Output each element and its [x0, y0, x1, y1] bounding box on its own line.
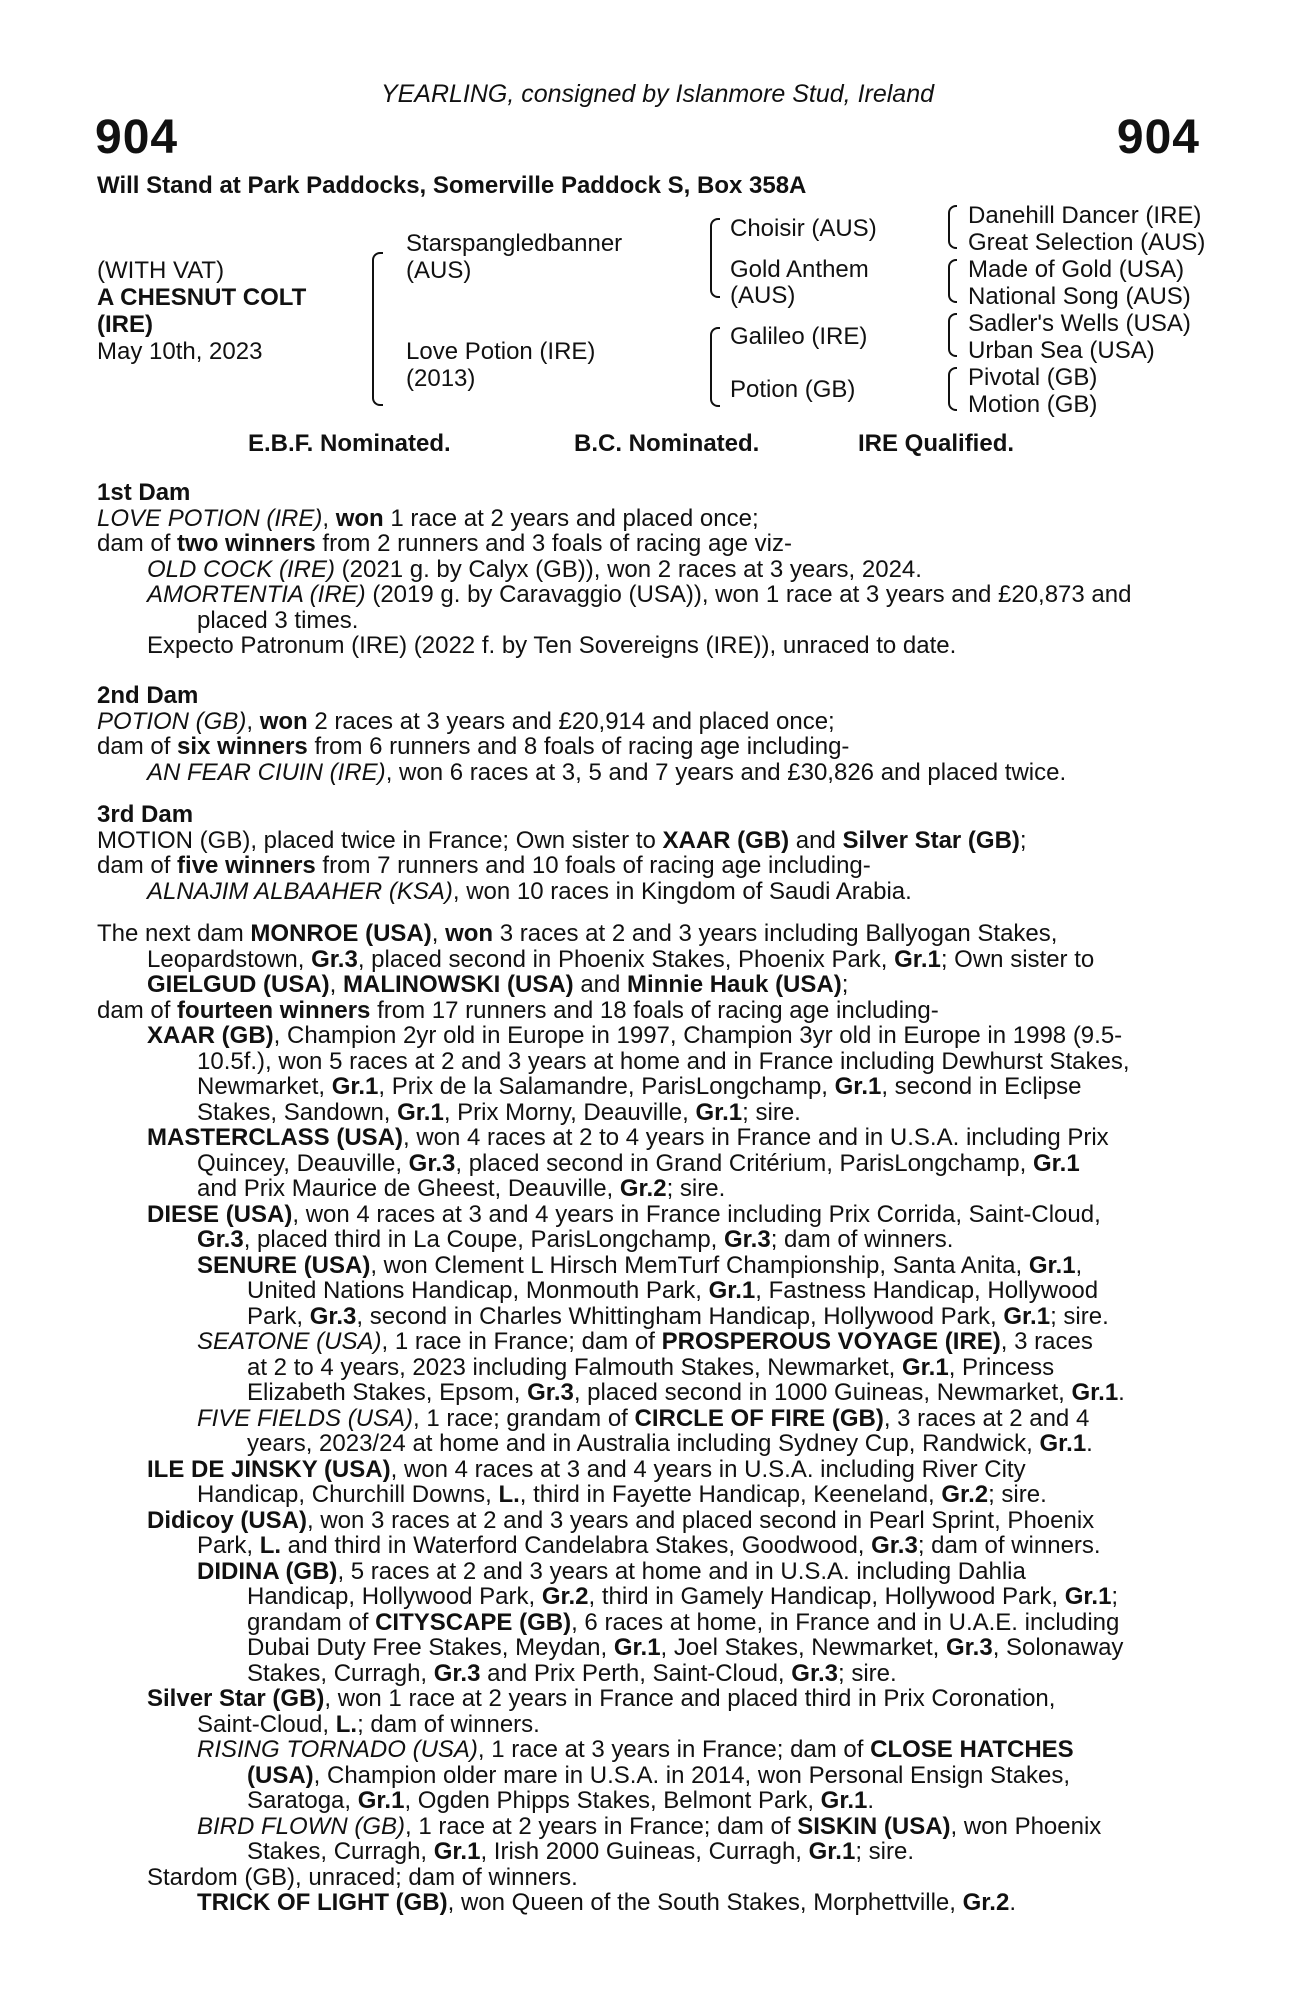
plain-text: ; dam of winners.: [357, 1710, 540, 1738]
section-heading: 2nd Dam: [97, 682, 199, 709]
third-dam-section: [97, 802, 1202, 904]
text-line: [97, 709, 1202, 735]
bold-text: Gr.3: [945, 1634, 993, 1661]
bold-text: CITYSCAPE (GB): [375, 1608, 572, 1636]
bold-text: won: [259, 707, 308, 735]
bold-text: Gr.1: [1028, 1251, 1076, 1279]
bold-text: Gr.1: [1071, 1379, 1119, 1406]
plain-text: ,: [322, 504, 336, 532]
sire-name: Starspangledbanner: [406, 230, 623, 257]
text-line: [97, 1355, 1202, 1381]
text-line: [97, 1788, 1202, 1814]
text-line: [97, 1457, 1202, 1483]
plain-text: , won 4 races at 3 and 4 years in U.S.A. including River City: [390, 1455, 1026, 1483]
plain-text: and: [573, 971, 628, 998]
bold-text: (USA): [247, 1761, 314, 1789]
plain-text: Park,: [197, 1532, 260, 1559]
text-line: [97, 1533, 1202, 1559]
text-line: [97, 921, 1202, 947]
italic-text: POTION (GB): [97, 707, 247, 735]
text-line: [97, 1661, 1202, 1687]
text-line: [97, 531, 1202, 557]
plain-text: Stakes, Curragh,: [247, 1838, 434, 1865]
text-line: [97, 1610, 1202, 1636]
text-line: [97, 1431, 1202, 1457]
plain-text: placed 3 times.: [197, 606, 359, 634]
pedigree-brace: [710, 327, 720, 407]
plain-text: , 1 race in France; dam of: [381, 1328, 662, 1355]
plain-text: ; sire.: [855, 1838, 915, 1865]
pedigree-brace: [948, 313, 957, 357]
pedigree-brace: [948, 367, 957, 411]
plain-text: , 1 race at 2 years in France; dam of: [405, 1812, 798, 1840]
bold-text: won: [335, 504, 384, 532]
italic-text: OLD COCK (IRE): [147, 555, 336, 583]
plain-text: Elizabeth Stakes, Epsom,: [247, 1379, 528, 1406]
bold-text: CLOSE HATCHES: [870, 1736, 1074, 1763]
text-line: [97, 506, 1202, 532]
text-line: [97, 1278, 1202, 1304]
plain-text: (2019 g. by Caravaggio (USA)), won 1 race at 3 years and £20,873 and: [365, 581, 1132, 608]
bold-text: Gr.1: [695, 1098, 743, 1126]
text-line: [97, 760, 1202, 786]
plain-text: ,: [329, 971, 344, 998]
bold-text: MALINOWSKI (USA): [343, 971, 574, 998]
text-line: [97, 1380, 1202, 1406]
plain-text: Stakes, Sandown,: [197, 1098, 398, 1126]
plain-text: years, 2023/24 at home and in Australia including Sydney Cup, Randwick,: [247, 1430, 1040, 1457]
lot-number-left: 904: [95, 111, 179, 164]
bc-nomination: B.C. Nominated.: [574, 430, 760, 457]
dam-year: (2013): [406, 365, 476, 392]
second-dam-section: [97, 683, 1202, 785]
plain-text: , won 4 races at 2 to 4 years in France and in U.S.A. including Prix: [403, 1124, 1109, 1151]
plain-text: Saint-Cloud,: [197, 1710, 336, 1738]
bold-text: Gr.1: [708, 1277, 756, 1304]
plain-text: from 2 runners and 3 foals of racing age viz-: [315, 530, 792, 557]
section-heading: 3rd Dam: [97, 801, 194, 828]
bold-text: DIESE (USA): [147, 1200, 293, 1228]
bold-text: Gr.1: [902, 1353, 949, 1381]
pedigree-brace: [948, 259, 957, 303]
plain-text: .: [1086, 1430, 1093, 1457]
plain-text: Handicap, Hollywood Park,: [247, 1583, 542, 1610]
plain-text: , won 6 races at 3, 5 and 7 years and £30,826 and placed twice.: [385, 758, 1067, 786]
bold-text: Gr.3: [527, 1379, 574, 1406]
section-body: [97, 828, 1202, 905]
plain-text: Stakes, Curragh,: [247, 1659, 434, 1687]
text-line: [97, 1508, 1202, 1534]
bold-text: ILE DE JINSKY (USA): [147, 1455, 391, 1483]
italic-text: SEATONE (USA): [197, 1328, 382, 1355]
text-line: [97, 1890, 1202, 1916]
bold-text: SENURE (USA): [197, 1251, 371, 1279]
plain-text: , Fastness Handicap, Hollywood: [755, 1277, 1099, 1304]
bold-text: Gr.1: [1064, 1583, 1112, 1610]
plain-text: , Prix Morny, Deauville,: [443, 1098, 696, 1126]
plain-text: ; dam of winners.: [770, 1226, 954, 1253]
plain-text: , Solonaway: [992, 1634, 1124, 1661]
sire-sire: Choisir (AUS): [730, 215, 877, 242]
plain-text: The next dam: [97, 920, 251, 947]
plain-text: ; sire.: [988, 1481, 1047, 1508]
plain-text: 2 races at 3 years and £20,914 and placed once;: [307, 707, 835, 735]
plain-text: , placed second in 1000 Guineas, Newmarket,: [573, 1379, 1072, 1406]
bold-text: Gr.2: [541, 1583, 589, 1610]
text-line: [97, 972, 1202, 998]
plain-text: , Joel Stakes, Newmarket,: [660, 1634, 946, 1661]
plain-text: Handicap, Churchill Downs,: [197, 1481, 499, 1508]
bold-text: Gr.1: [894, 945, 941, 973]
yearling-subtitle: YEARLING, consigned by Islanmore Stud, Ireland: [380, 80, 935, 108]
bold-text: Gr.3: [433, 1659, 481, 1687]
text-line: [97, 1049, 1202, 1075]
plain-text: , Irish 2000 Guineas, Curragh,: [480, 1838, 809, 1865]
plain-text: , won Clement L Hirsch MemTurf Championship, Santa Anita,: [370, 1251, 1029, 1279]
bold-text: Gr.1: [1003, 1302, 1051, 1330]
bold-text: XAAR (GB): [662, 826, 790, 854]
bold-text: L.: [498, 1481, 520, 1508]
italic-text: AMORTENTIA (IRE): [147, 581, 366, 608]
plain-text: , 3 races at 2 and 4: [883, 1404, 1090, 1432]
stand-location: Will Stand at Park Paddocks, Somerville Paddock S, Box 358A: [97, 172, 807, 199]
plain-text: , third in Fayette Handicap, Keeneland,: [519, 1481, 942, 1508]
plain-text: ;: [841, 971, 849, 998]
text-line: [97, 633, 1202, 659]
plain-text: , Princess: [948, 1353, 1055, 1381]
bold-text: won: [445, 920, 494, 947]
vat-note: (WITH VAT): [97, 257, 225, 284]
italic-text: RISING TORNADO (USA): [197, 1736, 478, 1763]
text-line: [97, 1227, 1202, 1253]
pedigree-brace: [948, 205, 957, 249]
ancestor-sds: Made of Gold (USA): [968, 256, 1185, 283]
plain-text: , second in Eclipse: [881, 1073, 1082, 1100]
plain-text: dam of: [97, 852, 178, 879]
plain-text: , Champion 2yr old in Europe in 1997, Champion 3yr old in Europe in 1998 (9.5-: [273, 1022, 1123, 1049]
ebf-nomination: E.B.F. Nominated.: [248, 430, 451, 457]
bold-text: Gr.3: [197, 1226, 244, 1253]
bold-text: Gr.1: [397, 1098, 444, 1126]
bold-text: Gr.3: [791, 1659, 838, 1687]
plain-text: United Nations Handicap, Monmouth Park,: [247, 1277, 709, 1304]
text-line: [97, 1125, 1202, 1151]
plain-text: , won Phoenix: [950, 1812, 1102, 1840]
plain-text: .: [1009, 1889, 1016, 1916]
bold-text: Didicoy (USA): [147, 1506, 308, 1534]
text-line: [97, 1686, 1202, 1712]
plain-text: ,: [246, 707, 260, 735]
text-line: [97, 1023, 1202, 1049]
text-line: [97, 1584, 1202, 1610]
text-line: [97, 557, 1202, 583]
bold-text: Gr.2: [962, 1889, 1010, 1916]
plain-text: , Ogden Phipps Stakes, Belmont Park,: [404, 1787, 821, 1814]
text-line: [97, 1151, 1202, 1177]
plain-text: dam of: [97, 733, 178, 760]
sire-dam-line2: (AUS): [730, 282, 796, 309]
plain-text: .: [867, 1787, 875, 1814]
lot-number-right: 904: [1116, 111, 1200, 164]
bold-text: Gr.1: [1032, 1149, 1080, 1177]
text-line: [97, 1176, 1202, 1202]
section-body: [97, 921, 1202, 1916]
text-line: [97, 582, 1202, 608]
bold-text: XAAR (GB): [147, 1022, 274, 1049]
plain-text: and Prix Perth, Saint-Cloud,: [480, 1659, 792, 1687]
bold-text: Gr.3: [309, 1302, 357, 1330]
pedigree-brace: [710, 218, 720, 298]
foaling-date: May 10th, 2023: [97, 338, 263, 365]
text-line: [97, 1712, 1202, 1738]
text-line: [97, 1763, 1202, 1789]
plain-text: ; Own sister to: [940, 945, 1095, 973]
plain-text: , won 10 races in Kingdom of Saudi Arabia.: [452, 877, 912, 905]
plain-text: 1 race at 2 years and placed once;: [383, 504, 759, 532]
italic-text: ALNAJIM ALBAAHER (KSA): [147, 877, 453, 905]
plain-text: ,: [1075, 1251, 1083, 1279]
plain-text: , won 1 race at 2 years in France and placed third in Prix Coronation,: [324, 1685, 1056, 1712]
lot-name-line1: A CHESNUT COLT: [97, 284, 307, 311]
text-line: [97, 1406, 1202, 1432]
bold-text: fourteen winners: [177, 996, 371, 1024]
text-line: [97, 947, 1202, 973]
text-line: [97, 1814, 1202, 1840]
plain-text: 10.5f.), won 5 races at 2 and 3 years at home and in France including Dewhurst Stakes,: [197, 1047, 1130, 1075]
plain-text: .: [1118, 1379, 1125, 1406]
bold-text: MASTERCLASS (USA): [147, 1124, 403, 1151]
bold-text: SISKIN (USA): [797, 1812, 951, 1840]
bold-text: Gr.2: [941, 1481, 989, 1508]
text-line: [97, 1482, 1202, 1508]
bold-text: Gr.1: [613, 1634, 661, 1661]
plain-text: from 7 runners and 10 foals of racing age including-: [315, 852, 871, 879]
lot-name-line2: (IRE): [97, 311, 153, 338]
text-line: [97, 608, 1202, 634]
bold-text: six winners: [177, 733, 308, 760]
dam-sire: Galileo (IRE): [730, 323, 868, 350]
bold-text: Gr.2: [619, 1175, 667, 1202]
italic-text: AN FEAR CIUIN (IRE): [147, 758, 386, 786]
dam-name: Love Potion (IRE): [406, 338, 596, 365]
bold-text: Minnie Hauk (USA): [627, 971, 842, 998]
bold-text: Gr.1: [820, 1787, 868, 1814]
plain-text: , 5 races at 2 and 3 years at home and in U.S.A. including Dahlia: [337, 1557, 1026, 1585]
plain-text: , won 3 races at 2 and 3 years and placed second in Pearl Sprint, Phoenix: [307, 1506, 1095, 1534]
sire-country: (AUS): [406, 257, 472, 284]
ancestor-sdd: National Song (AUS): [968, 283, 1191, 310]
plain-text: Expecto Patronum (IRE) (2022 f. by Ten Sovereigns (IRE)), unraced to date.: [147, 632, 957, 659]
sire-dam-line1: Gold Anthem: [730, 256, 869, 283]
plain-text: dam of: [97, 530, 178, 557]
ancestor-dsd: Urban Sea (USA): [968, 337, 1155, 364]
plain-text: dam of: [97, 996, 178, 1024]
plain-text: ;: [1019, 826, 1027, 854]
section-heading: 1st Dam: [97, 479, 191, 506]
italic-text: LOVE POTION (IRE): [97, 504, 323, 532]
plain-text: , 3 races: [1000, 1328, 1093, 1355]
ancestor-dss: Sadler's Wells (USA): [968, 310, 1191, 337]
bold-text: PROSPEROUS VOYAGE (IRE): [661, 1328, 1001, 1355]
text-line: [97, 1253, 1202, 1279]
plain-text: and: [789, 826, 843, 854]
first-dam-section: [97, 480, 1202, 659]
plain-text: from 6 runners and 8 foals of racing age including-: [307, 733, 850, 760]
bold-text: DIDINA (GB): [197, 1557, 338, 1585]
plain-text: ; sire.: [742, 1098, 801, 1126]
bold-text: Gr.3: [311, 945, 358, 973]
plain-text: and third in Waterford Candelabra Stakes, Goodwood,: [281, 1532, 872, 1559]
bold-text: Gr.1: [331, 1073, 379, 1100]
text-line: [97, 1074, 1202, 1100]
section-body: [97, 709, 1202, 786]
plain-text: , Prix de la Salamandre, ParisLongchamp,: [378, 1073, 835, 1100]
plain-text: , 1 race; grandam of: [413, 1404, 635, 1432]
text-line: [97, 1865, 1202, 1891]
plain-text: and Prix Maurice de Gheest, Deauville,: [197, 1175, 620, 1202]
bold-text: Gr.1: [1039, 1430, 1087, 1457]
bold-text: Gr.1: [808, 1838, 856, 1865]
plain-text: , won Queen of the South Stakes, Morphettville,: [447, 1889, 963, 1916]
text-line: [97, 1559, 1202, 1585]
plain-text: , 6 races at home, in France and in U.A.E. including: [571, 1608, 1120, 1636]
text-line: [97, 1839, 1202, 1865]
ire-qualification: IRE Qualified.: [858, 430, 1015, 457]
plain-text: MOTION (GB), placed twice in France; Own sister to: [97, 826, 663, 854]
plain-text: , placed second in Grand Critérium, ParisLongchamp,: [455, 1149, 1033, 1177]
plain-text: Stardom (GB), unraced; dam of winners.: [147, 1863, 578, 1891]
text-line: [97, 1100, 1202, 1126]
bold-text: Gr.1: [834, 1073, 882, 1100]
text-line: [97, 1635, 1202, 1661]
text-line: [97, 879, 1202, 905]
bold-text: Gr.3: [408, 1149, 456, 1177]
plain-text: ; sire.: [1050, 1302, 1109, 1330]
plain-text: , 1 race at 3 years in France; dam of: [477, 1736, 871, 1763]
text-line: [97, 1202, 1202, 1228]
plain-text: , Champion older mare in U.S.A. in 2014, won Personal Ensign Stakes,: [313, 1761, 1071, 1789]
plain-text: 3 races at 2 and 3 years including Ballyogan Stakes,: [493, 920, 1058, 947]
plain-text: , placed third in La Coupe, ParisLongchamp,: [243, 1226, 724, 1253]
bold-text: L.: [335, 1710, 358, 1738]
plain-text: from 17 runners and 18 foals of racing age including-: [370, 996, 939, 1024]
plain-text: ,: [431, 920, 446, 947]
plain-text: grandam of: [247, 1608, 376, 1636]
plain-text: , placed second in Phoenix Stakes, Phoenix Park,: [357, 945, 895, 973]
bold-text: Gr.1: [433, 1838, 481, 1865]
plain-text: , won 4 races at 3 and 4 years in France including Prix Corrida, Saint-Cloud,: [292, 1200, 1101, 1228]
text-line: [97, 1304, 1202, 1330]
pedigree-brace: [372, 252, 383, 406]
bold-text: Gr.3: [724, 1226, 771, 1253]
plain-text: Leopardstown,: [147, 945, 312, 973]
plain-text: Quincey, Deauville,: [197, 1149, 409, 1177]
bold-text: CIRCLE OF FIRE (GB): [634, 1404, 884, 1432]
plain-text: at 2 to 4 years, 2023 including Falmouth Stakes, Newmarket,: [247, 1353, 902, 1381]
plain-text: ; dam of winners.: [917, 1532, 1101, 1559]
text-line: [97, 828, 1202, 854]
bold-text: Silver Star (GB): [842, 826, 1020, 854]
bold-text: two winners: [177, 530, 316, 557]
plain-text: Park,: [247, 1302, 310, 1330]
bold-text: Silver Star (GB): [147, 1685, 325, 1712]
plain-text: ; sire.: [837, 1659, 897, 1687]
italic-text: FIVE FIELDS (USA): [197, 1404, 414, 1432]
bold-text: TRICK OF LIGHT (GB): [197, 1889, 448, 1916]
ancestor-ddd: Motion (GB): [968, 391, 1098, 418]
italic-text: BIRD FLOWN (GB): [197, 1812, 405, 1840]
bold-text: GIELGUD (USA): [147, 971, 330, 998]
ancestor-dds: Pivotal (GB): [968, 364, 1098, 391]
plain-text: ; sire.: [666, 1175, 726, 1202]
plain-text: ;: [1111, 1583, 1119, 1610]
text-line: [97, 998, 1202, 1024]
section-body: [97, 506, 1202, 659]
next-dam-section: [97, 921, 1202, 1916]
text-line: [97, 853, 1202, 879]
plain-text: Dubai Duty Free Stakes, Meydan,: [247, 1634, 614, 1661]
plain-text: , third in Gamely Handicap, Hollywood Park,: [588, 1583, 1065, 1610]
bold-text: Gr.3: [871, 1532, 918, 1559]
plain-text: Newmarket,: [197, 1073, 332, 1100]
ancestor-ssd: Great Selection (AUS): [968, 229, 1206, 256]
text-line: [97, 1329, 1202, 1355]
plain-text: (2021 g. by Calyx (GB)), won 2 races at 3 years, 2024.: [335, 555, 922, 583]
ancestor-sss: Danehill Dancer (IRE): [968, 202, 1202, 229]
plain-text: Saratoga,: [247, 1787, 358, 1814]
bold-text: L.: [259, 1532, 282, 1559]
bold-text: MONROE (USA): [250, 920, 432, 947]
text-line: [97, 1737, 1202, 1763]
dam-dam: Potion (GB): [730, 376, 856, 403]
bold-text: five winners: [177, 852, 316, 879]
bold-text: Gr.1: [357, 1787, 405, 1814]
text-line: [97, 734, 1202, 760]
plain-text: , second in Charles Whittingham Handicap, Hollywood Park,: [356, 1302, 1004, 1330]
